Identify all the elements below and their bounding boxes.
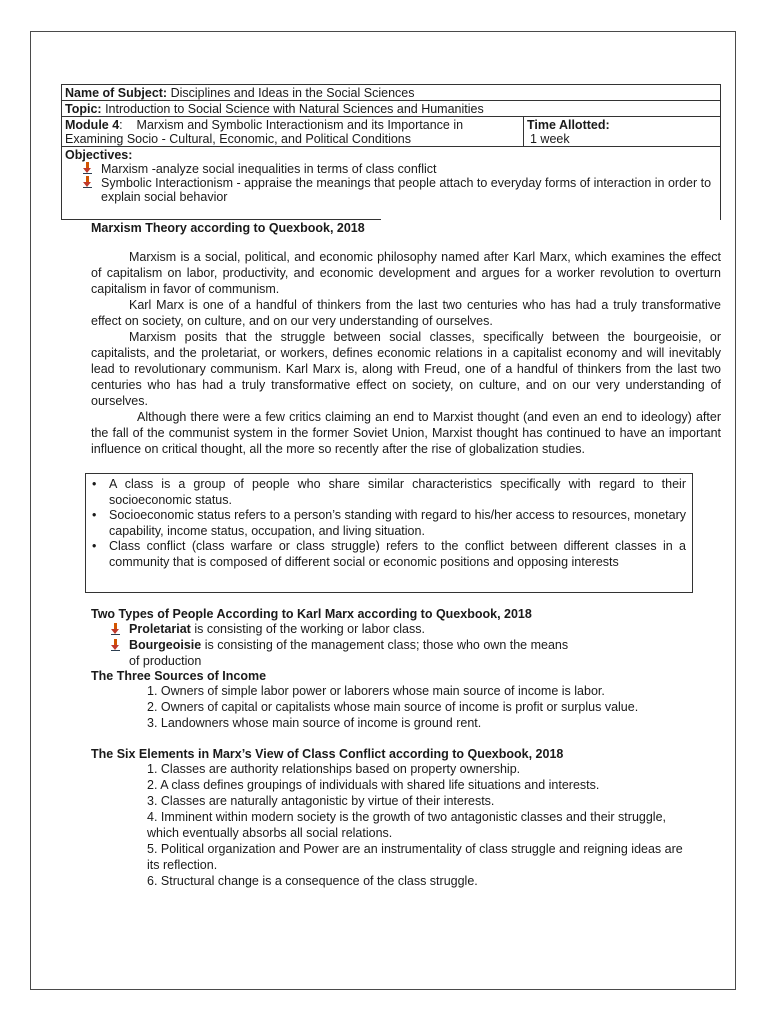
definition-item: • Socioeconomic status refers to a person’s standing with regard to his/her access to resources, monetary capability, income status, occupation, and living situation. (92, 508, 686, 539)
objectives-row (62, 147, 721, 221)
two-types-list (91, 621, 721, 669)
marxism-heading: Marxism Theory according to Quexbook, 2018 (91, 221, 365, 235)
source-item: 3. Landowners whose main source of income is ground rent. (147, 716, 482, 730)
six-elements-heading: The Six Elements in Marx’s View of Class Conflict according to Quexbook, 2018 (91, 747, 564, 761)
type-item (91, 637, 721, 669)
time-allotted-value: 1 week (530, 132, 570, 146)
marxism-paragraph: Marxism is a social, political, and economic philosophy named after Karl Marx, which examines the effect of capitalism on labor, productivity, and economic development and argues for a worker revolution to overturn capitalism in favor of communism. (91, 250, 721, 296)
subject-value: Disciplines and Ideas in the Social Sciences (170, 86, 415, 100)
two-types-heading: Two Types of People According to Karl Marx according to Quexbook, 2018 (91, 607, 532, 621)
six-elements-list (91, 761, 683, 889)
type-desc: is consisting of the management class; those who own the means of production (129, 638, 569, 668)
type-term: Proletariat (129, 622, 191, 636)
source-item: 2. Owners of capital or capitalists whose main source of income is profit or surplus value. (147, 700, 639, 714)
topic-value: Introduction to Social Science with Natural Sciences and Humanities (105, 102, 484, 116)
definitions-box (85, 473, 693, 593)
module-value: : Marxism and Symbolic Interactionism and its Importance in Examining Socio - Cultural, Economic, and Political Conditions (65, 118, 467, 146)
table-bottom-rule (61, 219, 381, 220)
time-allotted-label: Time Allotted: (527, 118, 610, 132)
element-item: 4. Imminent within modern society is the growth of two antagonistic classes and their struggle, which eventually absorbs all social relations. (147, 810, 667, 840)
element-item: 3. Classes are naturally antagonistic by virtue of their interests. (147, 794, 495, 808)
element-item: 5. Political organization and Power are an instrumentality of class struggle and reigning ideas are its reflection. (147, 842, 683, 872)
module-info-table (61, 84, 721, 220)
three-sources-heading: The Three Sources of Income (91, 669, 267, 683)
arrow-bullet-icon (83, 162, 92, 174)
topic-row (62, 101, 721, 117)
document-content (61, 84, 721, 889)
three-sources-list (91, 683, 667, 731)
type-desc: is consisting of the working or labor class. (190, 622, 425, 636)
type-item (91, 621, 721, 637)
source-item: 1. Owners of simple labor power or laborers whose main source of income is labor. (147, 684, 605, 698)
element-item: 6. Structural change is a consequence of the class struggle. (147, 874, 478, 888)
arrow-bullet-icon (111, 639, 120, 651)
module-row (62, 117, 721, 147)
arrow-bullet-icon (83, 176, 92, 188)
objectives-label: Objectives: (65, 148, 133, 162)
type-term: Bourgeoisie (129, 638, 202, 652)
marxism-body (91, 249, 721, 457)
marxism-section (61, 221, 721, 889)
marxism-paragraph: Although there were a few critics claiming an end to Marxist thought (and even an end to ideology) after the fall of the communist system in the former Soviet Union, Marxist thought has continued to have an important influence on critical thought, all the more so recently after the rise of globalization studies. (91, 410, 721, 456)
marxism-paragraph: Karl Marx is one of a handful of thinkers from the last two centuries who has had a truly transformative effect on society, on culture, and on our very understanding of ourselves. (91, 298, 721, 328)
definition-item: • Class conflict (class warfare or class struggle) refers to the conflict between different classes in a community that is composed of different social or economic positions and opposing interests (92, 539, 686, 570)
subject-row (62, 85, 721, 101)
objective-item: Marxism -analyze social inequalities in terms of class conflict (65, 162, 717, 176)
definition-item: • A class is a group of people who share similar characteristics specifically with regard to their socioeconomic status. (92, 477, 686, 508)
module-label: Module 4 (65, 118, 120, 132)
marxism-paragraph: Marxism posits that the struggle between social classes, specifically between the bourgeoisie, or capitalists, and the proletariat, or workers, defines economic relations in a capitalist economy and will inevitably lead to revolutionary communism. Karl Marx is, along with Freud, one of a handful of thinkers from the last two centuries who has had a truly transformative effect on society, on culture, and on our very understanding of ourselves. (91, 330, 721, 408)
objective-item: Symbolic Interactionism - appraise the meanings that people attach to everyday forms of interaction in order to explain social behavior (65, 176, 717, 204)
element-item: 1. Classes are authority relationships based on property ownership. (147, 762, 521, 776)
element-item: 2. A class defines groupings of individuals with shared life situations and interests. (147, 778, 600, 792)
topic-label: Topic: (65, 102, 102, 116)
arrow-bullet-icon (111, 623, 120, 635)
subject-label: Name of Subject: (65, 86, 168, 100)
definitions-list (92, 477, 686, 570)
objectives-list (65, 162, 717, 204)
